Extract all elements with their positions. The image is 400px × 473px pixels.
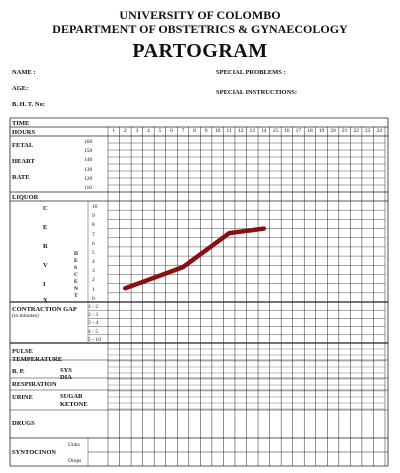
contraction-scale-label: 4 - 5 xyxy=(88,328,99,335)
special-problems-label: SPECIAL PROBLEMS : xyxy=(216,69,286,76)
cervix-scale-label: 4 xyxy=(92,259,95,266)
contraction-sublabel: (in minutes) xyxy=(12,313,39,319)
hour-label: 7 xyxy=(181,128,185,134)
hour-label: 3 xyxy=(135,128,139,134)
descent-letter-e: E xyxy=(74,258,78,264)
hour-label: 1 xyxy=(112,128,116,134)
pulse-label: PULSE xyxy=(12,348,33,355)
hour-label: 5 xyxy=(158,128,162,134)
fhr-scale-label: 130 xyxy=(84,166,93,173)
cervix-scale-label: 3 xyxy=(92,268,95,275)
cervix-scale-label: 6 xyxy=(92,240,95,247)
fhr-scale-label: 150 xyxy=(84,148,93,155)
drugs-label: DRUGS xyxy=(12,420,35,427)
contraction-scale-label: 2 - 3 xyxy=(88,312,99,319)
sugar-label: SUGAR xyxy=(60,393,83,400)
ketone-label: KETONE xyxy=(60,401,88,408)
dia-label: DIA xyxy=(60,374,72,381)
liquor-label: LIQUOR xyxy=(12,194,39,201)
hour-label: 11 xyxy=(226,128,232,134)
bp-label: B. P. xyxy=(12,368,25,375)
hour-label: 15 xyxy=(272,128,279,134)
hour-label: 12 xyxy=(237,128,244,134)
hour-label: 10 xyxy=(214,128,221,134)
cervical-dilatation-line xyxy=(125,229,264,289)
fhr-label-rate: RATE xyxy=(12,174,30,181)
descent-letter-d: D xyxy=(74,251,78,257)
page-title: PARTOGRAM xyxy=(132,40,268,62)
hour-label: 24 xyxy=(376,128,382,134)
cervix-letter-x: X xyxy=(43,297,48,304)
hour-label: 18 xyxy=(307,128,313,134)
hour-label: 16 xyxy=(284,128,290,134)
descent-letter-s: S xyxy=(74,265,78,271)
descent-letter-t: T xyxy=(74,293,78,299)
fhr-label-heart: HEART xyxy=(12,158,35,165)
cervix-scale-label: 10 xyxy=(92,204,98,210)
cervix-scale-label: 2 xyxy=(92,277,95,284)
hour-label: 6 xyxy=(170,128,173,134)
hour-label: 19 xyxy=(318,128,325,134)
descent-letter-n: N xyxy=(74,286,78,292)
hour-label: 2 xyxy=(123,128,127,134)
hour-label: 22 xyxy=(353,128,359,134)
cervix-letter-i: I xyxy=(43,281,46,288)
fhr-label-fetal: FETAL xyxy=(12,142,34,149)
hour-label: 23 xyxy=(364,128,371,134)
cervix-letter-e: E xyxy=(43,224,48,231)
cervix-scale-label: 5 xyxy=(92,249,95,256)
cervix-scale-label: 9 xyxy=(92,213,95,220)
fhr-scale-label: 160 xyxy=(84,139,93,145)
syntocinon-label: SYNTOCINON xyxy=(12,449,56,456)
respiration-label: RESPIRATION xyxy=(12,381,57,388)
cervix-scale-label: 0 xyxy=(92,295,95,302)
special-instructions-label: SPECIAL INSTRUCTIONS: xyxy=(216,89,298,96)
hour-label: 4 xyxy=(147,128,150,134)
age-field-label: AGE: xyxy=(12,85,29,92)
temperature-label: TEMPERATURE xyxy=(12,356,63,363)
hour-label: 13 xyxy=(249,128,256,134)
name-field-label: NAME : xyxy=(12,69,36,76)
department-title: DEPARTMENT OF OBSTETRICS & GYNAECOLOGY xyxy=(52,22,348,36)
contraction-scale-label: 1 - 2 xyxy=(88,304,99,310)
urine-label: URINE xyxy=(12,394,33,401)
cervix-scale-label: 1 xyxy=(92,286,95,293)
hour-label: 17 xyxy=(295,128,302,134)
hour-label: 9 xyxy=(204,128,208,134)
fhr-scale-label: 140 xyxy=(84,157,93,164)
contraction-scale-label: 3 - 4 xyxy=(88,320,99,327)
fhr-scale-label: 110 xyxy=(84,185,93,191)
cervix-letter-v: V xyxy=(43,262,48,269)
time-label: TIME xyxy=(12,120,30,127)
hour-label: 14 xyxy=(261,128,267,134)
fhr-scale-label: 120 xyxy=(84,175,93,182)
bht-field-label: B. H. T. No: xyxy=(12,101,45,108)
hours-label: HOURS xyxy=(12,129,36,136)
contraction-scale-label: 5 - 10 xyxy=(88,336,101,343)
cervix-letter-r: R xyxy=(43,243,48,250)
hour-label: 21 xyxy=(341,128,348,134)
units-label: Units xyxy=(68,442,80,448)
cervix-scale-label: 7 xyxy=(92,231,95,238)
university-title: UNIVERSITY OF COLOMBO xyxy=(119,8,281,22)
drops-label: Drops xyxy=(68,458,82,464)
hour-label: 20 xyxy=(330,128,336,134)
hour-label: 8 xyxy=(193,128,196,134)
cervix-scale-label: 8 xyxy=(92,222,95,229)
descent-letter-c: C xyxy=(74,272,78,278)
sys-label: SYS xyxy=(60,367,72,374)
descent-letter-e2: E xyxy=(74,279,78,285)
cervix-letter-c: C xyxy=(43,205,48,212)
contraction-label: CONTRACTION GAP xyxy=(12,306,77,313)
